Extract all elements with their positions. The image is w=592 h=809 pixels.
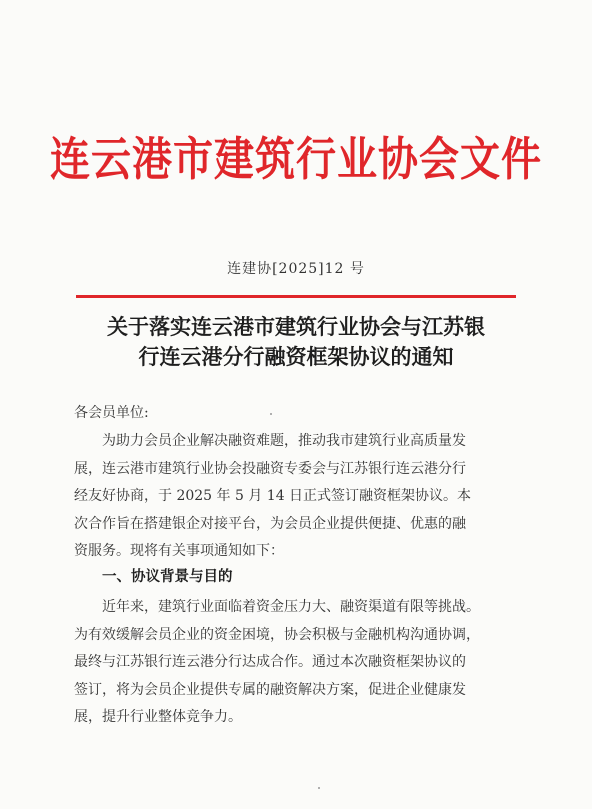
scan-speck <box>270 413 272 415</box>
paragraph-2-line-5: 展，提升行业整体竞争力。 <box>74 709 242 725</box>
paragraph-1-line-1: 为助力会员企业解决融资难题，推动我市建筑行业高质量发 <box>102 433 466 449</box>
paragraph-2 <box>74 594 522 732</box>
notice-title-line-1: 关于落实连云港市建筑行业协会与江苏银 <box>107 314 485 339</box>
paragraph-1-line-3: 经友好协商，于 2025 年 5 月 14 日正式签订融资框架协议。本 <box>74 488 472 504</box>
scan-speck <box>318 787 320 789</box>
paragraph-1 <box>74 428 522 566</box>
notice-title <box>70 312 522 372</box>
document-number: 连建协[2025]12 号 <box>227 261 365 277</box>
paragraph-2-line-4: 签订，将为会员企业提供专属的融资解决方案，促进企业健康发 <box>74 681 466 698</box>
paragraph-2-line-2: 为有效缓解会员企业的资金困境，协会积极与金融机构沟通协调， <box>74 626 480 643</box>
paragraph-1-line-2: 展，连云港市建筑行业协会投融资专委会与江苏银行连云港分行 <box>74 460 466 477</box>
paragraph-2-line-3: 最终与江苏银行连云港分行达成合作。通过本次融资框架协议的 <box>74 654 466 670</box>
paragraph-2-line-1: 近年来，建筑行业面临着资金压力大、融资渠道有限等挑战。 <box>102 599 480 615</box>
paragraph-1-line-5: 资服务。现将有关事项通知如下： <box>74 543 284 559</box>
red-divider-rule <box>76 295 516 298</box>
salutation: 各会员单位: <box>74 405 149 421</box>
paragraph-1-line-4: 次合作旨在搭建银企对接平台，为会员企业提供便捷、优惠的融 <box>74 515 466 532</box>
section-1-heading: 一、协议背景与目的 <box>102 568 233 585</box>
document-header-title: 连云港市建筑行业协会文件 <box>50 132 542 187</box>
notice-title-line-2: 行连云港分行融资框架协议的通知 <box>138 344 454 369</box>
